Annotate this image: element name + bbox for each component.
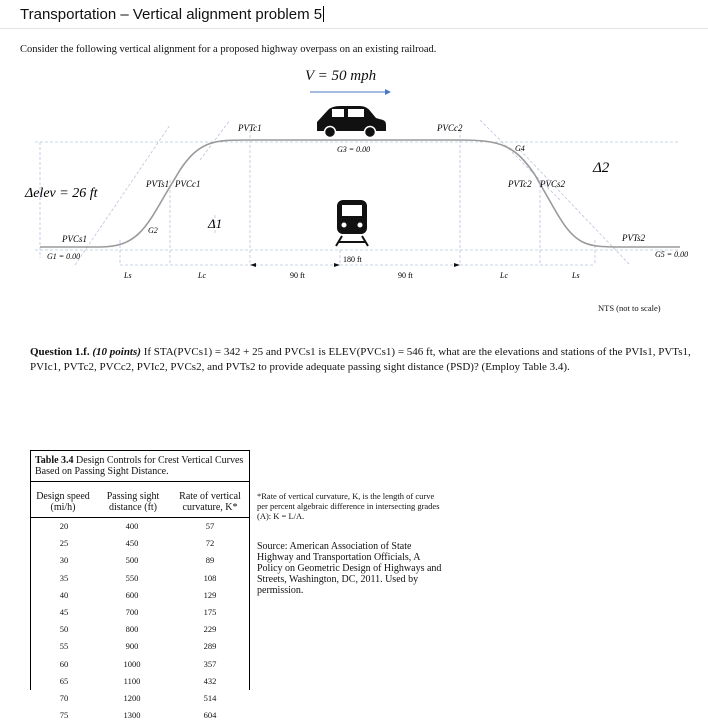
table-cell: 72: [205, 538, 215, 549]
table-cell: 57: [205, 521, 215, 531]
lc-right-label: Lc: [500, 271, 508, 280]
g2-label: G2: [148, 226, 158, 235]
header-rate-of-curvature: Rate of vertical curvature, K*: [179, 491, 241, 513]
table-cell: 55: [59, 641, 69, 652]
table-cell: 60: [59, 658, 69, 669]
table-cell: 400: [125, 521, 139, 531]
table-cell: 20: [59, 521, 69, 531]
table-cell: 900: [125, 641, 139, 652]
table-cell: 1000: [123, 658, 141, 669]
vertical-alignment-diagram: [0, 88, 708, 303]
pvc-c1-label: PVCc1: [175, 179, 201, 189]
title-divider: [0, 28, 708, 29]
question-block: [30, 345, 700, 375]
table-cell: 289: [203, 641, 217, 652]
table-source: Source: American Association of State Highway and Transportation Officials, A Policy on Geometric Design of Highways and Streets, Washington, DC, 2011. Used by permission.: [257, 541, 442, 596]
table-cell: 1100: [123, 675, 141, 686]
car-icon: [317, 106, 386, 138]
question-label: Question 1.f.: [30, 346, 90, 358]
table-cell: 229: [203, 624, 217, 635]
ls-left-label: Ls: [124, 271, 132, 280]
table-cell: 1200: [123, 693, 141, 703]
lc-left-label: Lc: [198, 271, 206, 280]
not-to-scale-note: NTS (not to scale): [598, 303, 661, 313]
table-cell: 70: [59, 693, 69, 703]
distance-90-right-label: 90 ft: [398, 271, 413, 280]
table-cell: 35: [59, 572, 69, 583]
delta-elev-label: Δelev = 26 ft: [25, 186, 98, 201]
table-caption: [35, 455, 245, 477]
table-title: Design Controls for Crest Vertical Curves Based on Passing Sight Distance.: [35, 455, 244, 477]
pvc-s1-label: PVCs1: [62, 234, 88, 244]
table-header-rule: [31, 517, 249, 518]
design-speed-label: V = 50 mph: [305, 68, 377, 84]
table-footnote: *Rate of vertical curvature, K, is the length of curve per percent algebraic difference in intersecting grades (A): K = L/A.: [257, 491, 440, 521]
table-cell: 45: [59, 607, 69, 617]
table-cell: 89: [205, 555, 215, 566]
pvt-s1-label: PVTs1: [146, 179, 170, 189]
ls-right-label: Ls: [572, 271, 580, 280]
table-cell: 514: [203, 693, 217, 703]
design-controls-table: [30, 450, 250, 720]
table-cell: 700: [125, 607, 139, 617]
intro-text: Consider the following vertical alignment for a proposed highway overpass on an existing railroad.: [20, 44, 437, 55]
table-cell: 500: [125, 555, 139, 566]
distance-90-left-label: 90 ft: [290, 271, 305, 280]
g5-label: G5 = 0.00: [655, 250, 689, 259]
pvc-c2-label: PVCc2: [437, 123, 463, 133]
header-passing-sight-distance: Passing sight distance (ft): [106, 491, 160, 513]
pvt-s2-label: PVTs2: [622, 233, 646, 243]
document-title[interactable]: [20, 6, 324, 23]
title-text: Transportation – Vertical alignment problem 5: [20, 6, 323, 23]
distance-180-label: 180 ft: [343, 255, 362, 264]
delta1-label: Δ1: [208, 216, 223, 231]
table-cell: 175: [203, 607, 217, 617]
pvt-c1-label: PVTc1: [238, 123, 262, 133]
table-cell: 40: [59, 589, 69, 600]
g3-label: G3 = 0.00: [337, 145, 371, 154]
header-design-speed: Design speed (mi/h): [36, 491, 90, 513]
table-cell: 600: [125, 589, 139, 600]
table-cell: 450: [125, 538, 139, 549]
table-cell: 30: [59, 555, 69, 566]
table-cell: 550: [125, 572, 139, 583]
guide-lines: [35, 120, 680, 265]
table-cell: 50: [59, 624, 69, 635]
g4-label: G4: [515, 144, 525, 153]
speed-arrow-head: [385, 89, 391, 95]
g1-label: G1 = 0.00: [47, 252, 81, 261]
pvt-c2-label: PVTc2: [508, 179, 532, 189]
table-number: Table 3.4: [35, 455, 74, 466]
table-cell: 75: [59, 710, 69, 720]
table-cell: 357: [203, 658, 217, 669]
table-cell: 65: [59, 675, 69, 686]
table-cell: 604: [203, 710, 217, 720]
table-cell: 1300: [123, 710, 141, 720]
table-cell: 108: [203, 572, 217, 583]
delta2-label: Δ2: [593, 160, 610, 176]
train-icon: [336, 200, 368, 246]
pvc-s2-label: PVCs2: [540, 179, 566, 189]
table-cell: 25: [59, 538, 69, 549]
table-cell: 432: [203, 675, 217, 686]
table-cell: 800: [125, 624, 139, 635]
question-points: (10 points): [92, 346, 141, 358]
text-caret: [323, 6, 324, 22]
table-cell: 129: [203, 589, 217, 600]
question-text: If STA(PVCs1) = 342 + 25 and PVCs1 is ELEV(PVCs1) = 546 ft, what are the elevations and stations of the PVIs1, PVTs1, PVIc1, PVTc2, PVCc2, PVIc2, PVCs2, and PVTs2 to provide adequate passing sight distance (PSD)? (Employ Table 3.4).: [30, 346, 691, 373]
table-caption-rule: [31, 481, 249, 482]
